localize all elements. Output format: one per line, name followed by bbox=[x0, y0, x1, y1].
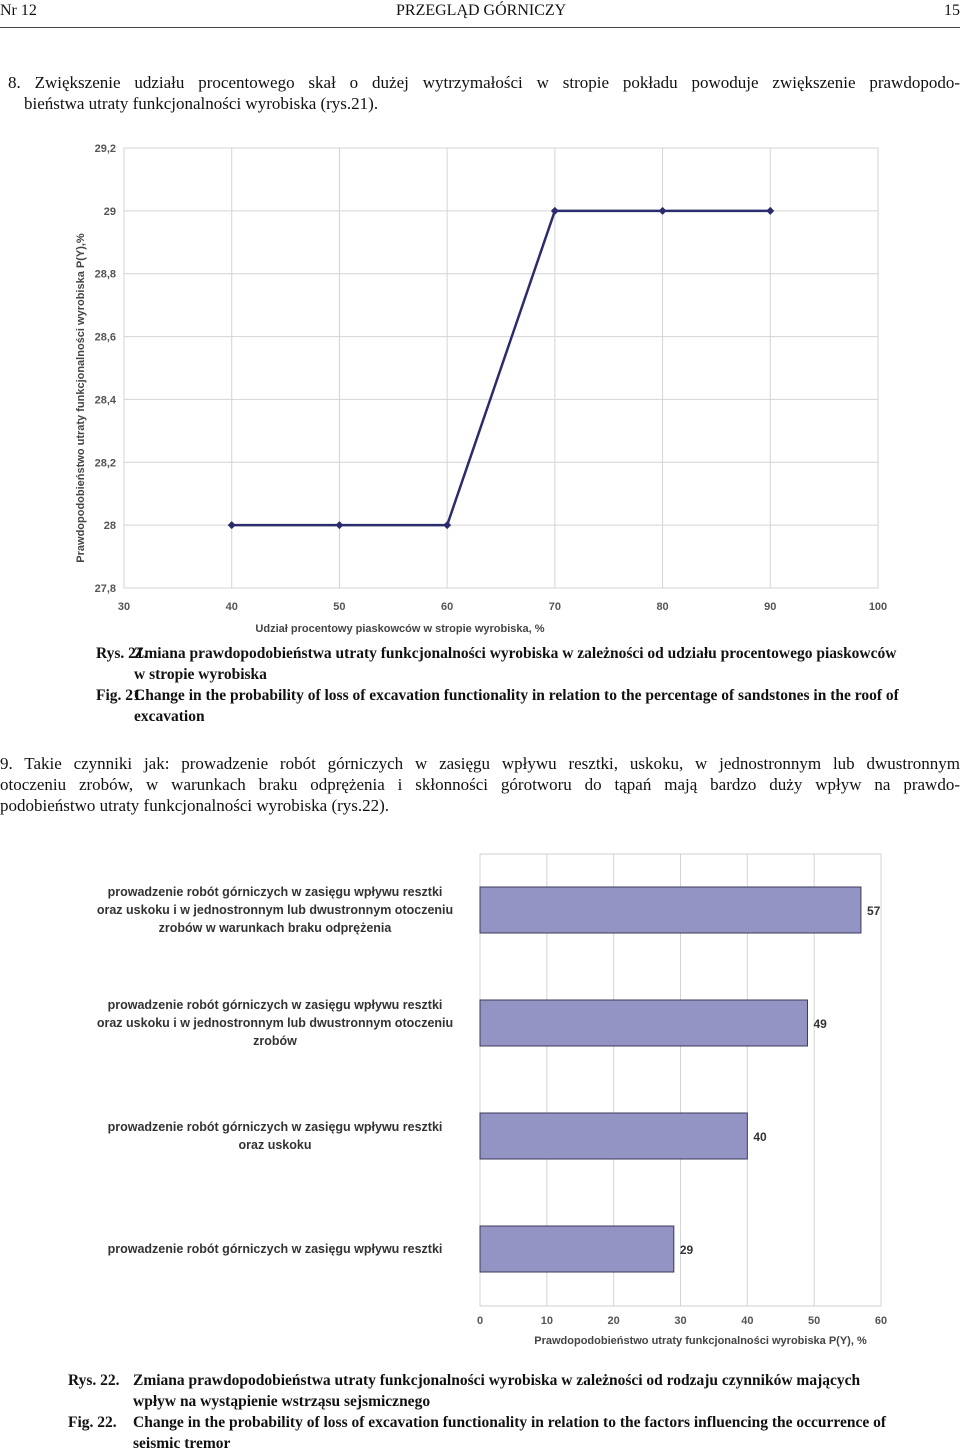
category-label: oraz uskoku i w jednostronnym lub dwustronnym otoczeniu bbox=[96, 1016, 454, 1030]
y-tick-label: 28,2 bbox=[94, 457, 116, 470]
x-tick-label: 90 bbox=[764, 601, 777, 613]
paragraph-8-line-2: bieństwa utraty funkcjonalności wyrobiska (rys.21). bbox=[24, 94, 379, 113]
caption-fig21-rys-label: Rys. 21. bbox=[96, 645, 148, 662]
y-axis-title: Prawdopodobieństwo utraty funkcjonalności wyrobiska P(Y),% bbox=[75, 233, 87, 563]
caption-fig22-fig-label: Fig. 22. bbox=[68, 1414, 117, 1431]
x-tick-label: 20 bbox=[607, 1315, 620, 1327]
x-tick-label: 40 bbox=[741, 1315, 754, 1327]
x-tick-label: 80 bbox=[656, 601, 669, 613]
running-header-issue: Nr 12 bbox=[0, 2, 37, 19]
category-label: zrobów w warunkach braku odprężenia bbox=[158, 921, 392, 935]
bar-chart-fig22 bbox=[40, 848, 920, 1358]
bar bbox=[480, 1226, 674, 1272]
bar bbox=[480, 1113, 747, 1159]
y-tick-label: 28,6 bbox=[94, 331, 116, 344]
x-tick-label: 30 bbox=[117, 601, 131, 613]
bar bbox=[480, 1000, 807, 1046]
category-label: oraz uskoku bbox=[238, 1138, 312, 1152]
x-tick-label: 0 bbox=[476, 1315, 484, 1327]
category-label: prowadzenie robót górniczych w zasięgu wpływu resztki bbox=[107, 1120, 443, 1134]
category-label: oraz uskoku i w jednostronnym lub dwustronnym otoczeniu bbox=[96, 903, 454, 917]
caption-fig21 bbox=[96, 643, 906, 727]
y-tick-label: 27,8 bbox=[94, 583, 116, 595]
category-label: prowadzenie robót górniczych w zasięgu wpływu resztki bbox=[107, 885, 443, 899]
x-tick-label: 10 bbox=[540, 1315, 553, 1327]
bar-value-label: 40 bbox=[753, 1130, 767, 1144]
category-label: prowadzenie robót górniczych w zasięgu wpływu resztki bbox=[107, 1242, 443, 1256]
line-chart-fig21 bbox=[60, 136, 900, 636]
category-label: prowadzenie robót górniczych w zasięgu wpływu resztki bbox=[107, 998, 443, 1012]
page-number: 15 bbox=[944, 2, 960, 19]
y-tick-label: 29 bbox=[103, 205, 116, 218]
header-rule bbox=[0, 27, 960, 28]
caption-fig21-rys-text: Zmiana prawdopodobieństwa utraty funkcjonalności wyrobiska w zależności od udziału procentowego piaskowców w stropie wyrobiska bbox=[134, 645, 897, 683]
caption-fig21-fig-text: Change in the probability of loss of excavation functionality in relation to the percentage of sandstones in the roof of excavation bbox=[134, 687, 899, 725]
paragraph-8-line-1: 8. Zwiększenie udziału procentowego skał o dużej wytrzymałości w stropie pokładu powoduje zwiększenie prawdopodo- bbox=[8, 73, 960, 92]
x-tick-label: 60 bbox=[441, 601, 454, 613]
x-tick-label: 50 bbox=[333, 601, 346, 613]
y-tick-label: 28,4 bbox=[94, 394, 116, 407]
caption-fig22-rys-label: Rys. 22. bbox=[68, 1372, 120, 1389]
x-tick-label: 100 bbox=[868, 601, 888, 613]
x-tick-label: 60 bbox=[874, 1315, 888, 1327]
bar-value-label: 29 bbox=[679, 1243, 694, 1257]
x-tick-label: 50 bbox=[808, 1315, 821, 1327]
caption-fig22-rys-text: Zmiana prawdopodobieństwa utraty funkcjonalności wyrobiska w zależności od rodzaju czynników mających wpływ na wystąpienie wstrząsu sejsmicznego bbox=[133, 1372, 861, 1410]
running-header-journal: PRZEGLĄD GÓRNICZY bbox=[396, 2, 567, 19]
x-tick-label: 70 bbox=[548, 601, 561, 613]
paragraph-9-line-2: otoczeniu zrobów, w warunkach braku odprężenia i skłonności górotworu do tąpań mają bardzo duży wpływ na prawdo- bbox=[0, 775, 960, 794]
bar-value-label: 57 bbox=[866, 904, 881, 918]
caption-fig22 bbox=[68, 1370, 898, 1450]
y-tick-label: 28,8 bbox=[94, 268, 116, 281]
y-tick-label: 29,2 bbox=[94, 143, 116, 155]
caption-fig22-fig-text: Change in the probability of loss of excavation functionality in relation to the factors influencing the occurrence of seismic tremor bbox=[133, 1414, 887, 1452]
paragraph-9-line-1: 9. Takie czynniki jak: prowadzenie robót górniczych w zasięgu wpływu resztki, uskoku, w jednostronnym lub dwustronnym bbox=[0, 754, 960, 773]
x-axis-title: Udział procentowy piaskowców w stropie wyrobiska, % bbox=[255, 623, 545, 635]
category-label: zrobów bbox=[253, 1034, 297, 1048]
caption-fig21-fig-label: Fig. 21. bbox=[96, 687, 145, 704]
y-tick-label: 28 bbox=[103, 520, 116, 533]
bar bbox=[480, 887, 861, 933]
x-tick-label: 40 bbox=[225, 601, 238, 613]
paragraph-9-line-3: podobieństwo utraty funkcjonalności wyrobiska (rys.22). bbox=[0, 796, 390, 815]
x-tick-label: 30 bbox=[674, 1315, 687, 1327]
bar-value-label: 49 bbox=[813, 1017, 827, 1031]
x-axis-title: Prawdopodobieństwo utraty funkcjonalności wyrobiska P(Y), % bbox=[534, 1335, 867, 1347]
